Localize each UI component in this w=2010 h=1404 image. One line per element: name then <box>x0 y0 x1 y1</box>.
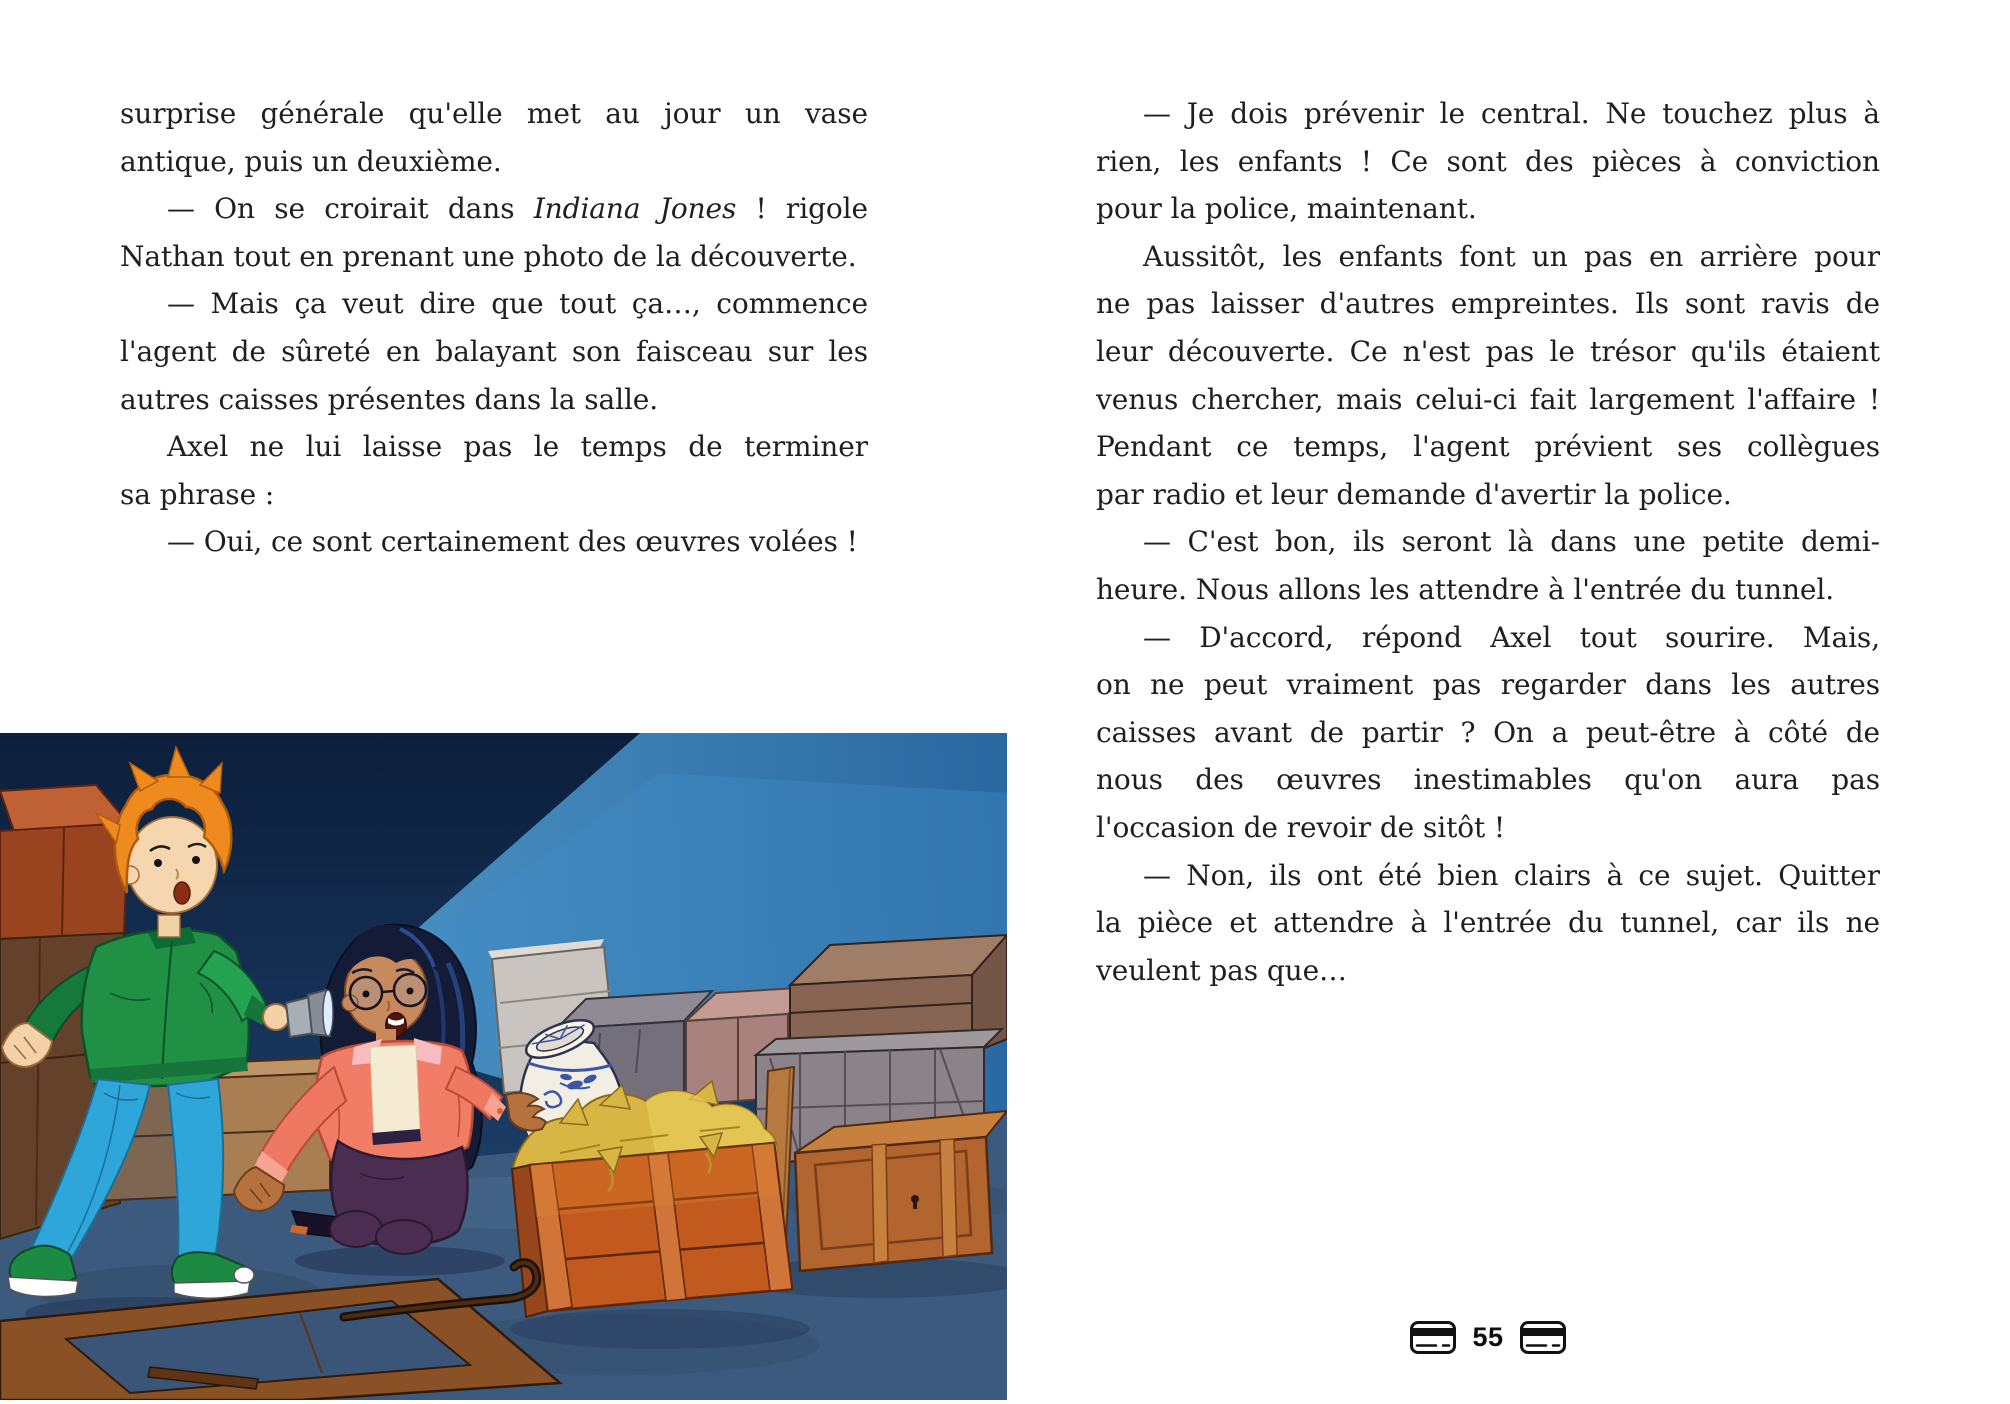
text-line: caisses avant de partir ? On a peut-être à côté de <box>1096 715 1880 749</box>
text-line: venus chercher, mais celui-ci fait largement l'affaire ! <box>1096 382 1880 416</box>
girl-shirt <box>370 1045 420 1139</box>
text-line: — On se croirait dans Indiana Jones ! rigole <box>167 192 868 226</box>
text-line: par radio et leur demande d'avertir la police. <box>1096 477 1732 511</box>
text-line: heure. Nous allons les attendre à l'entrée du tunnel. <box>1096 572 1835 606</box>
credit-card-icon <box>1410 1321 1456 1354</box>
text-line: autres caisses présentes dans la salle. <box>120 382 659 416</box>
text-line: Pendant ce temps, l'agent prévient ses collègues <box>1096 430 1880 464</box>
boy-right-hand <box>263 1004 289 1030</box>
text-line: sa phrase : <box>120 477 275 511</box>
story-illustration <box>0 733 1007 1400</box>
text-line: veulent pas que… <box>1096 953 1347 987</box>
text-line: l'agent de sûreté en balayant son faisceau sur les <box>120 334 868 368</box>
text-line: — D'accord, répond Axel tout sourire. Mais, <box>1143 620 1880 654</box>
text-line: la pièce et attendre à l'entrée du tunnel, car ils ne <box>1096 906 1880 940</box>
text-line: — C'est bon, ils seront là dans une petite demi- <box>1143 525 1880 559</box>
text-line: surprise générale qu'elle met au jour un vase <box>120 97 868 130</box>
text-line: Axel ne lui laisse pas le temps de terminer <box>167 430 868 464</box>
text-line: — Je dois prévenir le central. Ne touchez plus à <box>1143 97 1880 130</box>
left-page-text <box>120 90 868 566</box>
text-line: leur découverte. Ce n'est pas le trésor qu'ils étaient <box>1096 334 1880 368</box>
text-line: pour la police, maintenant. <box>1096 192 1477 226</box>
text-line: rien, les enfants ! Ce sont des pièces à conviction <box>1096 144 1880 178</box>
text-line: ne pas laisser d'autres empreintes. Ils sont ravis de <box>1096 287 1880 321</box>
boy-mouth <box>174 882 190 904</box>
text-line: l'occasion de revoir de sitôt ! <box>1096 810 1506 844</box>
text-line: nous des œuvres inestimables qu'on aura pas <box>1096 763 1880 797</box>
page-footer <box>1096 1318 1880 1356</box>
illustration-svg <box>0 733 1007 1400</box>
boy-face <box>127 817 217 913</box>
text-line: antique, puis un deuxième. <box>120 144 502 178</box>
credit-card-icon <box>1520 1321 1566 1354</box>
text-line: — Non, ils ont été bien clairs à ce sujet. Quitter <box>1143 858 1880 892</box>
page-number: 55 <box>1472 1321 1504 1352</box>
text-line: on ne peut vraiment pas regarder dans les autres <box>1096 668 1880 702</box>
right-page-text <box>1096 90 1880 994</box>
text-line: Nathan tout en prenant une photo de la découverte. <box>120 239 857 273</box>
text-line: — Mais ça veut dire que tout ça…, commence <box>167 287 868 321</box>
text-line: Aussitôt, les enfants font un pas en arrière pour <box>1143 239 1880 273</box>
text-line: — Oui, ce sont certainement des œuvres volées ! <box>167 525 858 559</box>
